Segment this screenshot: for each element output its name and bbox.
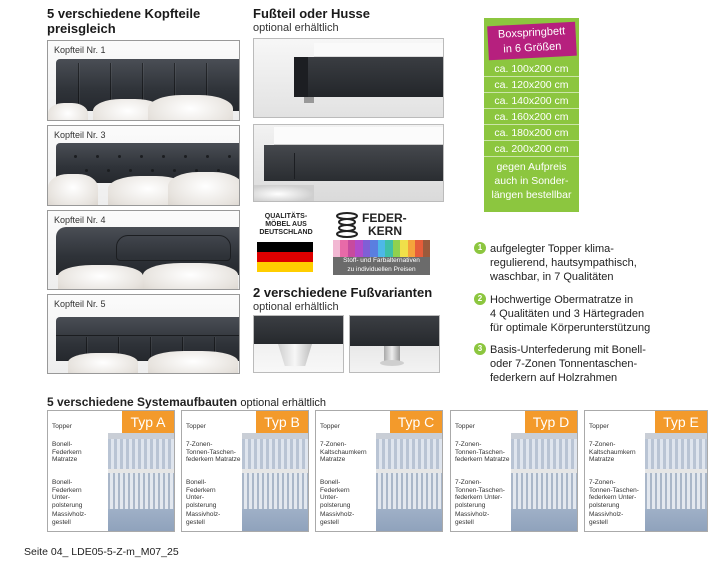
feature-number-icon: 2 bbox=[474, 293, 486, 305]
german-flag-icon bbox=[257, 242, 313, 272]
headboards-title-line2: preisgleich bbox=[47, 21, 116, 36]
fabric-swatch bbox=[378, 240, 385, 257]
page-footer: Seite 04_ LDE05-5-Z-m_M07_25 bbox=[24, 546, 179, 558]
feature-number-icon: 3 bbox=[474, 343, 486, 355]
size-row: ca. 140x200 cm bbox=[484, 94, 579, 109]
boxspring-header bbox=[487, 22, 577, 61]
fabric-swatch bbox=[333, 240, 340, 257]
fabric-swatch bbox=[423, 240, 430, 257]
system-panel-typ-d bbox=[450, 410, 578, 532]
headboard-label: Kopfteil Nr. 3 bbox=[54, 130, 106, 140]
system-layer-label: 7-Zonen- Kaltschaumkern Matratze bbox=[589, 441, 636, 463]
system-type-tab: Typ D bbox=[525, 411, 577, 433]
headboards-title-line1: 5 verschiedene Kopfteile bbox=[47, 6, 201, 21]
system-layer-label: Massivholz- gestell bbox=[52, 511, 87, 526]
fabric-swatch bbox=[355, 240, 362, 257]
system-panel-typ-a bbox=[47, 410, 175, 532]
fabric-swatch bbox=[340, 240, 347, 257]
system-type-tab: Typ A bbox=[122, 411, 174, 433]
system-layer-label: Topper bbox=[52, 423, 72, 430]
system-layer-label: Topper bbox=[320, 423, 340, 430]
fabric-swatch bbox=[400, 240, 407, 257]
fabric-swatch bbox=[385, 240, 392, 257]
boxspring-note: gegen Aufpreis auch in Sonder- längen bestellbar bbox=[491, 161, 572, 201]
system-type-tab: Typ B bbox=[256, 411, 308, 433]
feet-subtitle: optional erhältlich bbox=[253, 301, 339, 313]
system-layer-label: 7-Zonen- Tonnen-Taschen- federkern Matratze bbox=[186, 441, 241, 463]
layer-stack-image bbox=[511, 433, 578, 531]
system-layer-label: 7-Zonen- Kaltschaumkern Matratze bbox=[320, 441, 367, 463]
fabric-swatch bbox=[363, 240, 370, 257]
system-layer-label: Massivholz- gestell bbox=[589, 511, 624, 526]
systems-subtitle: optional erhältlich bbox=[240, 397, 327, 409]
headboard-label: Kopfteil Nr. 1 bbox=[54, 45, 106, 55]
system-layer-label: Bonell- Federkern Matratze bbox=[52, 441, 82, 463]
headboard-label: Kopfteil Nr. 5 bbox=[54, 299, 106, 309]
size-row: ca. 100x200 cm bbox=[484, 62, 579, 77]
fabric-note-line2: zu individuellen Preisen bbox=[347, 265, 416, 273]
size-row: ca. 160x200 cm bbox=[484, 110, 579, 125]
fabric-swatch bbox=[415, 240, 422, 257]
layer-stack-image bbox=[645, 433, 708, 531]
system-layer-label: Topper bbox=[589, 423, 609, 430]
feet-title: 2 verschiedene Fußvarianten bbox=[253, 285, 433, 300]
quality-badge-text: QUALITÄTS- MÖBEL AUS DEUTSCHLAND bbox=[259, 213, 313, 236]
headboard-panel-1 bbox=[47, 40, 240, 121]
foot-photo-1 bbox=[253, 315, 344, 373]
headboard-panel-5 bbox=[47, 294, 240, 374]
fabric-swatch bbox=[370, 240, 377, 257]
system-layer-label: 7-Zonen- Tonnen-Taschen- federkern Matratze bbox=[455, 441, 510, 463]
fabric-note-line1: Stoff- und Farbalternativen bbox=[343, 257, 420, 264]
headboard-panel-3 bbox=[47, 125, 240, 206]
fabric-swatch bbox=[393, 240, 400, 257]
fabric-swatch bbox=[348, 240, 355, 257]
feature-number-icon: 1 bbox=[474, 242, 486, 254]
size-row: ca. 120x200 cm bbox=[484, 78, 579, 93]
system-layer-label: Massivholz- gestell bbox=[455, 511, 490, 526]
system-layer-label: Bonell- Federkern Unter- polsterung bbox=[320, 479, 351, 509]
layer-stack-image bbox=[376, 433, 443, 531]
system-layer-label: Massivholz- gestell bbox=[320, 511, 355, 526]
system-layer-label: Massivholz- gestell bbox=[186, 511, 221, 526]
system-layer-label: Topper bbox=[186, 423, 206, 430]
system-panel-typ-e bbox=[584, 410, 708, 532]
footpart-title: Fußteil oder Husse bbox=[253, 6, 371, 21]
boxspring-header-line2: in 6 Größen bbox=[503, 40, 562, 56]
fabric-swatches bbox=[333, 240, 430, 275]
system-layer-label: Bonell- Federkern Unter- polsterung bbox=[186, 479, 217, 509]
system-layer-label: Bonell- Federkern Unter- polsterung bbox=[52, 479, 83, 509]
system-layer-label: 7-Zonen- Tonnen-Taschen- federkern Unter- polsterung bbox=[455, 479, 505, 509]
systems-heading bbox=[47, 395, 326, 409]
size-row: ca. 200x200 cm bbox=[484, 142, 579, 157]
footpart-subtitle: optional erhältlich bbox=[253, 22, 339, 34]
fabric-swatch bbox=[408, 240, 415, 257]
footpart-photo-2 bbox=[253, 124, 444, 202]
system-layer-label: Topper bbox=[455, 423, 475, 430]
system-panel-typ-b bbox=[181, 410, 309, 532]
spring-icon bbox=[334, 212, 360, 238]
layer-stack-image bbox=[242, 433, 309, 531]
size-row: ca. 180x200 cm bbox=[484, 126, 579, 141]
headboards-title bbox=[47, 6, 200, 36]
layer-stack-image bbox=[108, 433, 175, 531]
system-type-tab: Typ C bbox=[390, 411, 442, 433]
boxspring-header-line1: Boxspringbett bbox=[497, 25, 566, 41]
headboard-panel-4 bbox=[47, 210, 240, 290]
federkern-badge-text: FEDER- KERN bbox=[362, 211, 407, 238]
system-panel-typ-c bbox=[315, 410, 443, 532]
footpart-photo-1 bbox=[253, 38, 444, 118]
system-type-tab: Typ E bbox=[655, 411, 707, 433]
systems-title: 5 verschiedene Systemaufbauten bbox=[47, 395, 238, 409]
foot-photo-2 bbox=[349, 315, 440, 373]
system-layer-label: 7-Zonen- Tonnen-Taschen- federkern Unter- polsterung bbox=[589, 479, 639, 509]
headboard-label: Kopfteil Nr. 4 bbox=[54, 215, 106, 225]
